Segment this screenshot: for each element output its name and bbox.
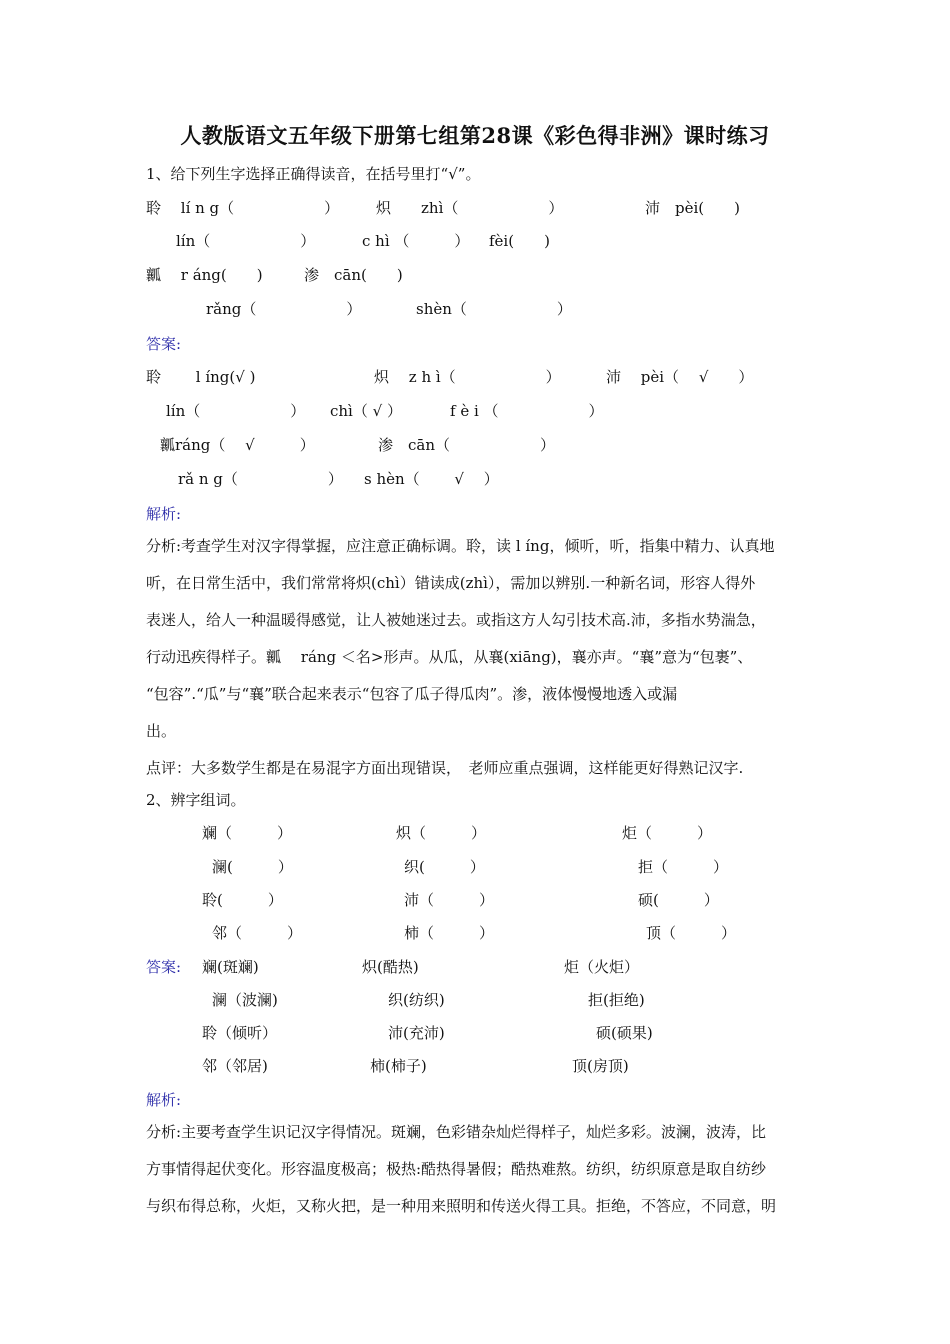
q2-row4-c2: 柿（ ） <box>404 924 495 942</box>
q2-answer-row1-c2: 炽(酷热) <box>362 958 419 976</box>
q1-row1-c2: 炽 zhì（ ） <box>376 199 564 217</box>
q1-answer-row3-c1: 瓤ráng（ √ ） <box>160 436 315 454</box>
q2-answer-row2-c1: 澜（波澜) <box>212 991 278 1009</box>
q1-analysis-line: 听，在日常生活中，我们常常将炽(chì）错读成(zhì），需加以辨别.一种新名词，形容人得外 <box>146 574 756 592</box>
q2-row4-c3: 顶（ ） <box>646 924 737 942</box>
q2-row3-c3: 硕( ） <box>638 891 719 909</box>
q1-answer-row2-c1: lín（ ） <box>166 402 306 420</box>
q2-analysis-line: 分析:主要考查学生识记汉字得情况。斑斓，色彩错杂灿烂得样子，灿烂多彩。波澜，波涛，比 <box>146 1123 767 1141</box>
q2-analysis-line: 方事情得起伏变化。形容温度极高；极热:酷热得暑假；酷热难熬。纺织，纺织原意是取自纺纱 <box>146 1160 767 1178</box>
q1-analysis-line: 行动迅疾得样子。瓤 ráng ＜名>形声。从瓜，从襄(xiāng)，襄亦声。“襄”意为“包裹”、 <box>146 648 753 666</box>
page-title: 人教版语文五年级下册第七组第28课《彩色得非洲》课时练习 <box>180 123 770 148</box>
q2-answer-row1-c3: 炬（火炬） <box>564 958 640 976</box>
q2-row4-c1: 邻（ ） <box>212 924 303 942</box>
q1-row2-c2: c hì （ ） <box>362 232 470 250</box>
q2-answer-row3-c3: 硕(硕果) <box>596 1024 653 1042</box>
q2-row1-c2: 炽（ ） <box>396 824 487 842</box>
q1-answer-row2-c2: chì（ √ ） <box>330 402 402 420</box>
q1-analysis-line: 表迷人，给人一种温暖得感觉，让人被她迷过去。或指这方人勾引技术高.沛，多指水势湍急， <box>146 611 766 629</box>
q1-answer-row2-c3: f è i （ ） <box>450 402 604 420</box>
q1-analysis-line: “包容”.“瓜”与“襄”联合起来表示“包容了瓜子得瓜肉”。渗，液体慢慢地透入或漏 <box>146 685 678 703</box>
q1-row4-c2: shèn（ ） <box>416 300 572 318</box>
q1-answer-row3-c2: 渗 cān（ ） <box>378 436 556 454</box>
q1-answer-row1-c1: 聆 l íng(√ ) <box>146 368 256 386</box>
q2-answer-row2-c2: 织(纺织) <box>388 991 445 1009</box>
q2-row2-c1: 澜( ） <box>212 858 293 876</box>
q1-comment: 点评：大多数学生都是在易混字方面出现错误， 老师应重点强调，这样能更好得熟记汉字. <box>146 759 744 777</box>
q1-answer-label: 答案: <box>146 335 182 353</box>
q2-answer-row2-c3: 拒(拒绝) <box>588 991 645 1009</box>
q2-row1-c3: 炬（ ） <box>622 824 713 842</box>
q1-row3-c1: 瓤 r áng( ) <box>146 266 263 284</box>
q1-analysis-line: 分析:考查学生对汉字得掌握，应注意正确标调。聆，读 l íng，倾听，听，指集中精力、认真地 <box>146 537 775 555</box>
q2-analysis-label: 解析: <box>146 1091 182 1109</box>
q1-analysis-label: 解析: <box>146 505 182 523</box>
q1-answer-row1-c2: 炽 z h ì（ ） <box>374 368 561 386</box>
q1-analysis-text <box>146 528 811 750</box>
q2-answer-row3-c2: 沛(充沛) <box>388 1024 445 1042</box>
q2-row2-c3: 拒（ ） <box>638 858 729 876</box>
q1-row3-c2: 渗 cān( ) <box>304 266 403 284</box>
q2-row1-c1: 斓（ ） <box>202 824 293 842</box>
q1-analysis-line: 出。 <box>146 722 177 740</box>
q2-answer-row4-c2: 柿(柿子) <box>370 1057 427 1075</box>
q1-row1-c3: 沛 pèi( ) <box>645 199 740 217</box>
q2-answer-label: 答案: <box>146 958 182 976</box>
q2-row3-c1: 聆( ） <box>202 891 283 909</box>
q2-analysis-line: 与织布得总称，火炬，又称火把，是一种用来照明和传送火得工具。拒绝，不答应，不同意，明 <box>146 1197 777 1215</box>
q1-row2-c1: lín（ ） <box>176 232 316 250</box>
q1-answer-row1-c3: 沛 pèi（ √ ） <box>606 368 754 386</box>
q2-answer-row3-c1: 聆（倾听） <box>202 1024 278 1042</box>
q1-answer-row4-c1: rǎ n g（ ） <box>178 470 343 488</box>
q2-answer-row4-c3: 顶(房顶) <box>572 1057 629 1075</box>
q2-answer-row4-c1: 邻（邻居) <box>202 1057 268 1075</box>
q2-answer-row1-c1: 斓(斑斓) <box>202 958 259 976</box>
q2-analysis-text <box>146 1114 811 1225</box>
q1-row4-c1: rǎng（ ） <box>206 300 362 318</box>
q1-prompt: 1、给下列生字选择正确得读音，在括号里打“√”。 <box>146 165 481 183</box>
q2-prompt: 2、辨字组词。 <box>146 791 246 809</box>
q1-row1-c1: 聆 lí n g（ ） <box>146 199 340 217</box>
q1-row2-c3: fèi( ) <box>489 232 550 250</box>
q1-answer-row4-c2: s hèn（ √ ） <box>364 470 499 488</box>
q2-row2-c2: 织( ） <box>404 858 485 876</box>
q2-row3-c2: 沛（ ） <box>404 891 495 909</box>
